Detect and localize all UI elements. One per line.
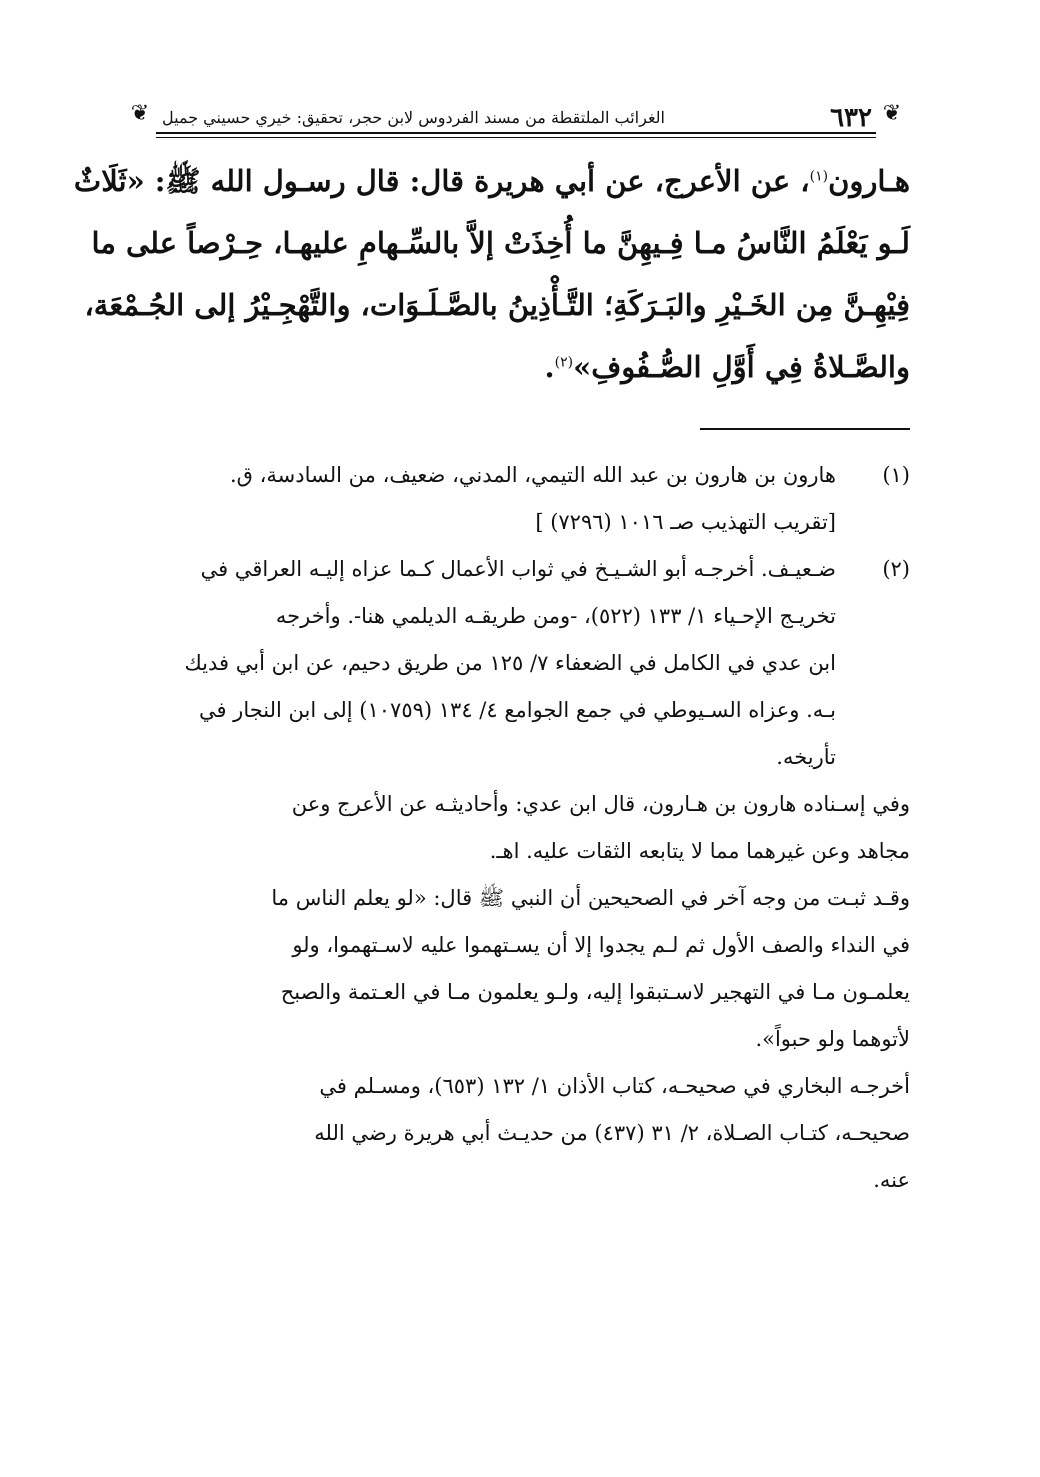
ornament-left-icon: ❦: [130, 101, 150, 126]
footnote-line: وقـد ثبـت من وجه آخر في الصحيحين أن النبي ﷺ قال: «لو يعلم الناس ما: [271, 886, 910, 910]
footnote-line: يعلمـون مـا في التهجير لاسـتبقوا إليه، ولـو يعلمون مـا في العـتمة والصبح: [280, 980, 910, 1004]
running-title: الغرائب الملتقطة من مسند الفردوس لابن حجر، تحقيق: خيري حسيني جميل: [162, 108, 665, 127]
footnote-paragraph: [130, 875, 910, 1063]
footnote-line: صحيحـه، كتـاب الصـلاة، ٢/ ٣١ (٤٣٧) من حديـث أبي هريرة رضي الله: [314, 1121, 910, 1145]
footnote-ref: (٢): [554, 354, 574, 371]
footnote-paragraph: [130, 781, 910, 875]
hadith-line: هـارون$^{(١)}$، عن الأعرج، عن أبي هريرة قال: قال رسـول الله ﷺ: «ثَلَاثٌ: [73, 164, 910, 198]
footnote-line: ضـعيـف. أخرجـه أبو الشـيـخ في ثواب الأعمال كـما عزاه إليـه العراقي في: [200, 557, 836, 581]
header-rule-thin: [156, 137, 876, 138]
page-number: ٦٣٢: [830, 103, 872, 133]
footnotes: [130, 452, 910, 1204]
hadith-line: والصَّـلاةُ فِي أَوَّلِ الصُّـفُوفِ»$^{(٢)}$.: [544, 350, 910, 384]
footnote-line: ابن عدي في الكامل في الضعفاء ٧/ ١٢٥ من طريق دحيم، عن ابن أبي فديك: [184, 651, 836, 675]
footnote-line: لأتوهما ولو حبواً».: [755, 1027, 910, 1051]
hadith-text-rest: ، عن الأعرج، عن أبي هريرة قال: قال رسـول الله ﷺ: «ثَلَاثٌ: [73, 164, 810, 198]
hadith-line: فِيْهِـنَّ مِن الخَـيْرِ والبَـرَكَةِ؛ التَّـأْذِينُ بالصَّـلَـوَات، والتَّهْجِـيْرُ إلى الجُـمْعَة،: [84, 288, 910, 322]
footnote-line: بـه. وعزاه السـيوطي في جمع الجوامع ٤/ ١٣٤ (١٠٧٥٩) إلى ابن النجار في: [198, 698, 836, 722]
footnote-paragraph: [130, 1063, 910, 1204]
footnote-line: عنه.: [873, 1168, 910, 1192]
footnote-1: [130, 452, 910, 546]
hadith-text: [73, 150, 910, 398]
footnote-line: في النداء والصف الأول ثم لـم يجدوا إلا أن يسـتهموا عليه لاسـتهموا، ولو: [292, 933, 910, 957]
page-header: [126, 98, 906, 138]
footnote-line: وفي إسـناده هارون بن هـارون، قال ابن عدي: وأحاديثـه عن الأعرج وعن: [291, 792, 910, 816]
footnote-line: أخرجـه البخاري في صحيحـه، كتاب الأذان ١/ ١٣٢ (٦٥٣)، ومسـلم في: [319, 1074, 910, 1098]
footnote-number: (٢): [882, 557, 910, 581]
footnote-number: (١): [882, 463, 910, 487]
footnote-separator: [700, 428, 910, 430]
header-rule: [156, 132, 876, 134]
footnote-line: تخريـج الإحـياء ١/ ١٣٣ (٥٢٢)، -ومن طريقـه الديلمي هنا-. وأخرجه: [275, 604, 836, 628]
footnote-ref: (١): [809, 168, 829, 185]
footnote-line: هارون بن هارون بن عبد الله التيمي، المدني، ضعيف، من السادسة، ق.: [230, 463, 836, 487]
footnote-2: [130, 546, 910, 781]
footnote-line: [تقريب التهذيب صـ ١٠١٦ (٧٢٩٦) ]: [535, 510, 836, 534]
footnote-line: مجاهد وعن غيرهما مما لا يتابعه الثقات عليه. اهـ.: [489, 839, 910, 863]
ornament-right-icon: ❦: [882, 101, 902, 126]
hadith-line: لَـو يَعْلَمُ النَّاسُ مـا فِـيهِنَّ ما أُخِذَتْ إلاَّ بالسِّـهامِ عليهـا، حِـرْصاً على ما: [91, 226, 910, 260]
footnote-line: تأريخه.: [776, 745, 836, 769]
